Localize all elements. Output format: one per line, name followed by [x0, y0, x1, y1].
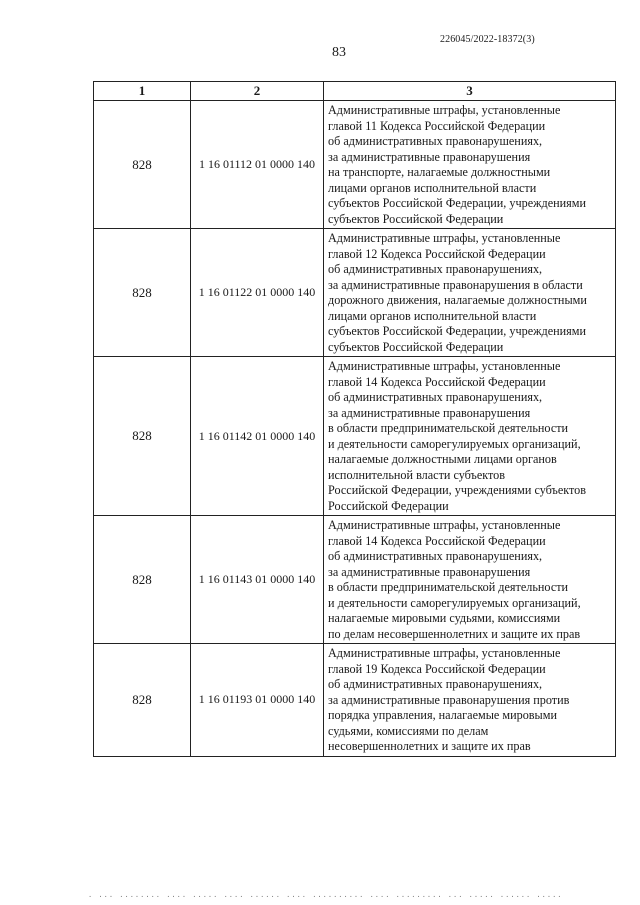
table-row: [94, 516, 616, 644]
table-header-row: [94, 82, 616, 101]
description-line: за административные правонарушения в области: [328, 277, 583, 292]
description-line: и деятельности саморегулируемых организаций,: [328, 436, 581, 451]
description-line: главой 11 Кодекса Российской Федерации: [328, 118, 546, 133]
description-line: Административные штрафы, установленные: [328, 646, 561, 660]
description-line: налагаемые мировыми судьями, комиссиями: [328, 611, 561, 625]
description-line: субъектов Российской Федерации, учреждениями: [328, 196, 587, 210]
description-line: Административные штрафы, установленные: [328, 103, 561, 117]
description-cell: [324, 101, 616, 229]
budget-code-cell: 1 16 01122 01 0000 140: [191, 229, 324, 357]
description-line: за административные правонарушения: [328, 149, 531, 164]
description-line: судьями, комиссиями по делам: [328, 723, 489, 738]
page-number: 83: [332, 45, 346, 60]
admin-code-cell: 828: [94, 516, 191, 644]
admin-code-cell: 828: [94, 357, 191, 516]
description-cell: [324, 516, 616, 644]
admin-code-cell: 828: [94, 229, 191, 357]
description-line: Российской Федерации, учреждениями субъектов: [328, 483, 587, 497]
description-line: об административных правонарушениях,: [328, 390, 543, 404]
description-line: Административные штрафы, установленные: [328, 231, 561, 245]
description-line: дорожного движения, налагаемые должностными: [328, 293, 587, 307]
description-line: об административных правонарушениях,: [328, 549, 543, 563]
description-line: на транспорте, налагаемые должностными: [328, 165, 551, 179]
description-line: за административные правонарушения против: [328, 692, 570, 707]
description-line: по делам несовершеннолетних и защите их прав: [328, 626, 581, 641]
description-line: за административные правонарушения: [328, 564, 531, 579]
description-line: субъектов Российской Федерации: [328, 211, 504, 226]
description-line: Административные штрафы, установленные: [328, 518, 561, 532]
description-line: в области предпринимательской деятельности: [328, 580, 569, 594]
description-line: главой 12 Кодекса Российской Федерации: [328, 246, 546, 261]
column-header-3: 3: [324, 82, 616, 101]
scan-artifact: · ··· ········ ···· ····· ···· ······ ···· ·········· ···· ········· ··· ····· ······ ·····: [88, 893, 563, 899]
description-line: об административных правонарушениях,: [328, 134, 543, 148]
description-line: в области предпринимательской деятельности: [328, 421, 569, 435]
description-line: несовершеннолетних и защите их прав: [328, 739, 531, 753]
table-row: [94, 229, 616, 357]
admin-code-cell: 828: [94, 644, 191, 757]
description-line: Административные штрафы, установленные: [328, 359, 561, 373]
table-row: [94, 357, 616, 516]
table-row: [94, 644, 616, 757]
description-line: лицами органов исполнительной власти: [328, 308, 537, 323]
description-line: исполнительной власти субъектов: [328, 467, 506, 482]
description-cell: [324, 229, 616, 357]
column-header-1: 1: [94, 82, 191, 101]
description-line: и деятельности саморегулируемых организаций,: [328, 595, 581, 610]
description-cell: [324, 357, 616, 516]
description-line: налагаемые должностными лицами органов: [328, 452, 557, 466]
description-line: главой 19 Кодекса Российской Федерации: [328, 661, 546, 676]
description-line: главой 14 Кодекса Российской Федерации: [328, 374, 546, 389]
description-line: субъектов Российской Федерации, учреждениями: [328, 324, 587, 338]
budget-code-cell: 1 16 01143 01 0000 140: [191, 516, 324, 644]
column-header-2: 2: [191, 82, 324, 101]
budget-code-cell: 1 16 01142 01 0000 140: [191, 357, 324, 516]
description-cell: [324, 644, 616, 757]
revenue-codes-table: [93, 81, 616, 757]
description-line: субъектов Российской Федерации: [328, 339, 504, 354]
description-line: порядка управления, налагаемые мировыми: [328, 708, 557, 722]
table-row: [94, 101, 616, 229]
description-line: лицами органов исполнительной власти: [328, 180, 537, 195]
description-line: об административных правонарушениях,: [328, 262, 543, 276]
description-line: Российской Федерации: [328, 498, 449, 513]
admin-code-cell: 828: [94, 101, 191, 229]
budget-code-cell: 1 16 01112 01 0000 140: [191, 101, 324, 229]
document-id: 226045/2022-18372(3): [440, 34, 535, 45]
description-line: за административные правонарушения: [328, 405, 531, 420]
budget-code-cell: 1 16 01193 01 0000 140: [191, 644, 324, 757]
description-line: главой 14 Кодекса Российской Федерации: [328, 533, 546, 548]
description-line: об административных правонарушениях,: [328, 677, 543, 691]
